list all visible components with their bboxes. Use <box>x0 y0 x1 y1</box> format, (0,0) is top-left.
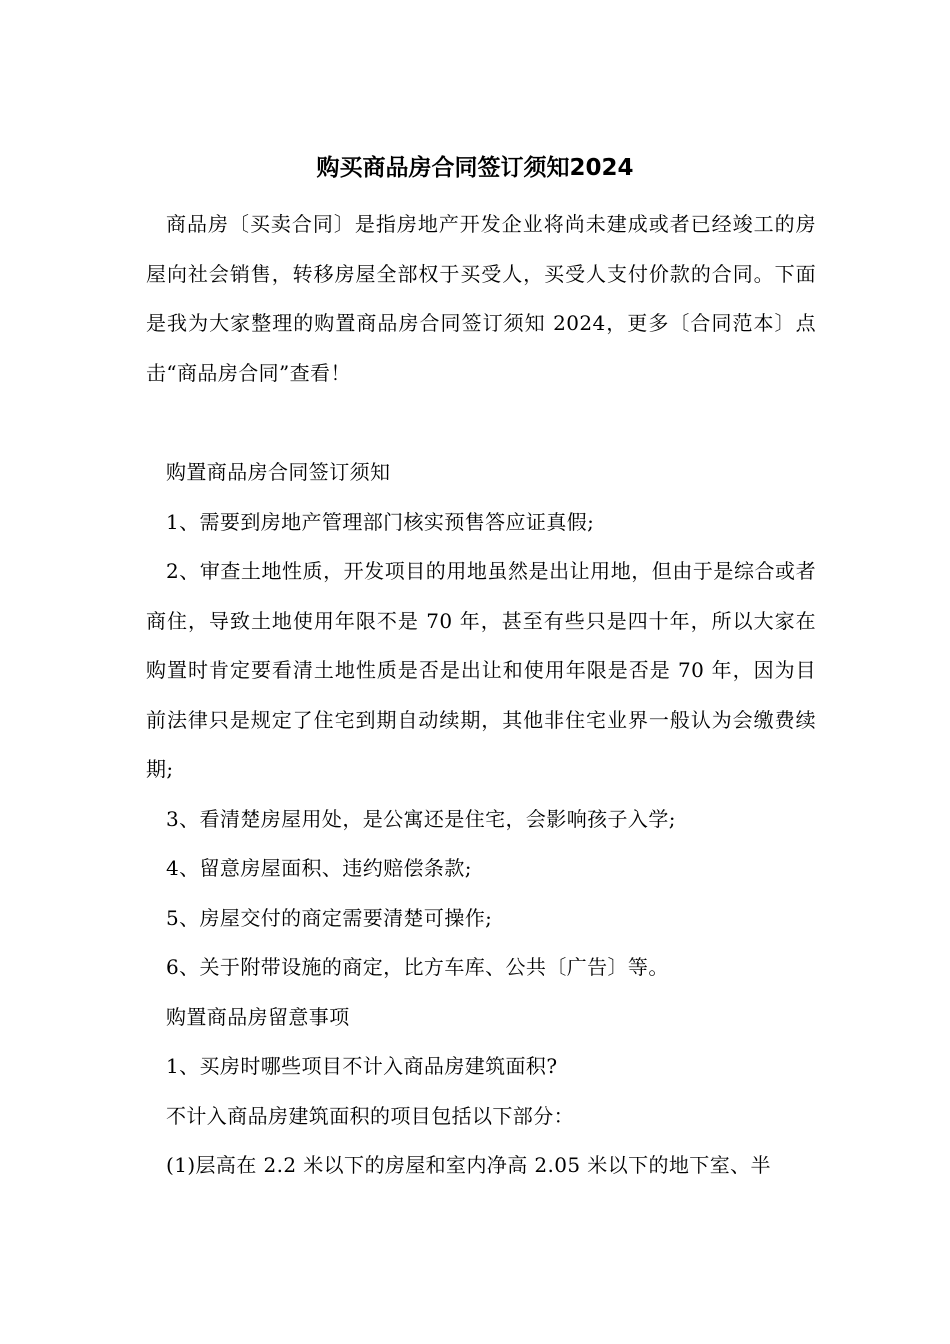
list-item: 1、需要到房地产管理部门核实预售答应证真假; <box>166 509 595 534</box>
list-item: 2、审查土地性质，开发项目的用地虽然是出让用地，但由于是综合或者商住，导致土地使用年限不是 70 年，甚至有些只是四十年，所以大家在购置时肯定要看清土地性质是否是出让和使用年限是否是 70 年，因为目前法律只是规定了住宅到期自动续期，其他非住宅业界一般认为会缴费续期; <box>146 559 816 781</box>
document-title: 购买商品房合同签订须知2024 <box>316 155 634 181</box>
section-heading: 购置商品房合同签订须知 <box>166 460 391 484</box>
list-item: 5、房屋交付的商定需要清楚可操作; <box>166 905 493 930</box>
document-body <box>146 448 816 1191</box>
list-item: 6、关于附带设施的商定，比方车库、公共〔广告〕等。 <box>166 955 669 979</box>
body-paragraph: (1)层高在 2.2 米以下的房屋和室内净高 2.05 米以下的地下室、半 <box>166 1153 771 1177</box>
list-item: 1、买房时哪些项目不计入商品房建筑面积? <box>166 1054 558 1078</box>
list-item: 3、看清楚房屋用处，是公寓还是住宅，会影响孩子入学; <box>166 806 676 831</box>
intro-paragraph: 商品房〔买卖合同〕是指房地产开发企业将尚未建成或者已经竣工的房屋向社会销售，转移房屋全部权于买受人，买受人支付价款的合同。下面是我为大家整理的购置商品房合同签订须知 2024，更多〔合同范本〕点击“商品房合同”查看！ <box>146 212 816 385</box>
body-paragraph: 不计入商品房建筑面积的项目包括以下部分： <box>166 1103 574 1128</box>
list-item: 4、留意房屋面积、违约赔偿条款; <box>166 856 472 880</box>
section-heading: 购置商品房留意事项 <box>166 1004 350 1029</box>
